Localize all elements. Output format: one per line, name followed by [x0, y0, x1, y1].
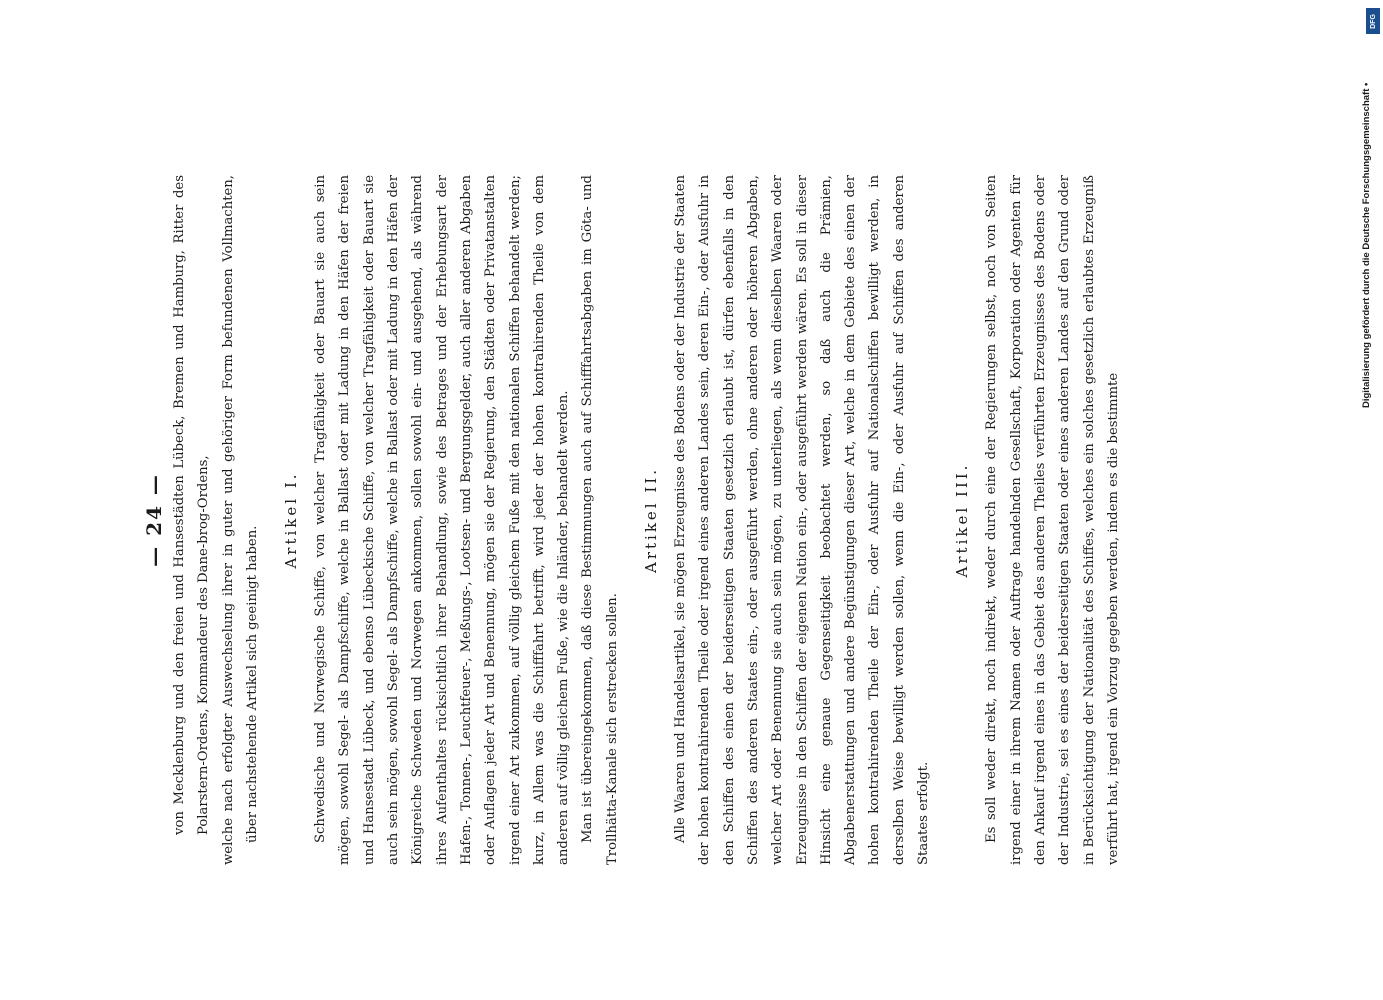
intro-line-1: von Mecklenburg und den freien und Hansestädten Lübeck, Bremen und Hamburg, Ritter des Polarstern-Ordens, Kommandeur des Dane-brog-Ordens,	[172, 175, 212, 835]
intro-line-2: welche nach erfolgter Auswechselung ihrer in guter und gehöriger Form befundenen Vollmachten, über nachstehende Artikel sich geeinigt haben.	[220, 175, 260, 865]
article-3-heading: Artikel III.	[953, 462, 972, 578]
article-1-paragraph-2: Man ist übereingekommen, daß diese Bestimmungen auch auf Schifffahrtsabgaben im Göta- und Trollhätta-Kanale sich erstrecken sollen.	[580, 175, 620, 865]
credit-text: Digitalisierung gefördert durch die Deutsche Forschungsgemeinschaft •	[1361, 82, 1372, 408]
dfg-logo-text: DFG	[1369, 13, 1377, 29]
article-2-heading: Artikel II.	[642, 467, 661, 573]
article-3-paragraph-1: Es soll weder direkt, noch indirekt, weder durch eine der Regierungen selbst, noch von Seiten irgend einer in ihrem Namen oder Auftrage handelnden Gesellschaft, Korporation oder Agenten für den Ankauf irgend eines in das Gebiet des anderen Theiles verführten Erzeugnisses des Bodens oder der Industrie, sei es eines der beiderseitigen Staaten oder eines anderen Landes auf den Grund oder in Berücksichtigung der Nationalität des Schiffes, welches ein solches gesetzlich erlaubtes Erzeugniß verführt hat, irgend ein Vorzug gegeben werden, indem es die bestimmte	[984, 175, 1121, 865]
article-1-heading: Artikel I.	[282, 471, 301, 569]
rotated-page	[140, 175, 1260, 865]
page-number: — 24 —	[142, 473, 166, 567]
article-1-paragraph-1: Schwedische und Norwegische Schiffe, von welcher Tragfähigkeit oder Bauart sie auch sein mögen, sowohl Segel- als Dampfschiffe, welche in Ballast oder mit Ladung in den Häfen der freien und Hansestadt Lübeck, und ebenso Lübeckische Schiffe, von welcher Tragfähigkeit oder Bauart sie auch sein mögen, sowohl Segel- als Dampfschiffe, welche in Ballast oder mit Ladung in den Häfen der Königreiche Schweden und Norwegen ankommen, sollen sowohl ein- und ausgehend, als während ihres Aufenthaltes rücksichtlich ihrer Behandlung, sowie des Betrages und der Erhebungsart der Hafen-, Tonnen-, Leuchtfeuer-, Meßungs-, Lootsen- und Bergungsgelder, auch aller anderen Abgaben oder Auflagen jeder Art und Benennung, mögen sie der Regierung, den Städten oder Privatanstalten irgend einer Art zukommen, auf völlig gleichem Fuße mit den nationalen Schiffen behandelt werden; kurz, in Allem was die Schifffahrt betrifft, wird jeder der hohen kontrahirenden Theile von dem anderen auf völlig gleichem Fuße, wie die Inländer, behandelt werden.	[313, 175, 572, 865]
article-2-paragraph-1: Alle Waaren und Handelsartikel, sie mögen Erzeugnisse des Bodens oder der Industrie der Staaten der hohen kontrahirenden Theile oder irgend eines anderen Landes sein, deren Ein-, oder Ausfuhr in den Schiffen des einen der beiderseitigen Staaten gesetzlich erlaubt ist, dürfen ebenfalls in den Schiffen des anderen Staates ein-, oder ausgeführt werden, ohne anderen oder höheren Abgaben, welcher Art oder Benennung sie auch sein mögen, zu unterliegen, als wenn dieselben Waaren oder Erzeugnisse in den Schiffen der eigenen Nation ein-, oder ausgeführt werden wären. Es soll in dieser Hinsicht eine genaue Gegenseitigkeit beobachtet werden, so daß auch die Prämien, Abgabenerstattungen und andere Begünstigungen dieser Art, welche in dem Gebiete des einen der hohen kontrahirenden Theile der Ein-, oder Ausfuhr auf Nationalschiffen bewilligt werden, in derselben Weise bewilligt werden sollen, wenn die Ein-, oder Ausfuhr auf Schiffen des anderen Staates erfolgt.	[673, 175, 932, 865]
digitization-credit	[1360, 8, 1382, 408]
